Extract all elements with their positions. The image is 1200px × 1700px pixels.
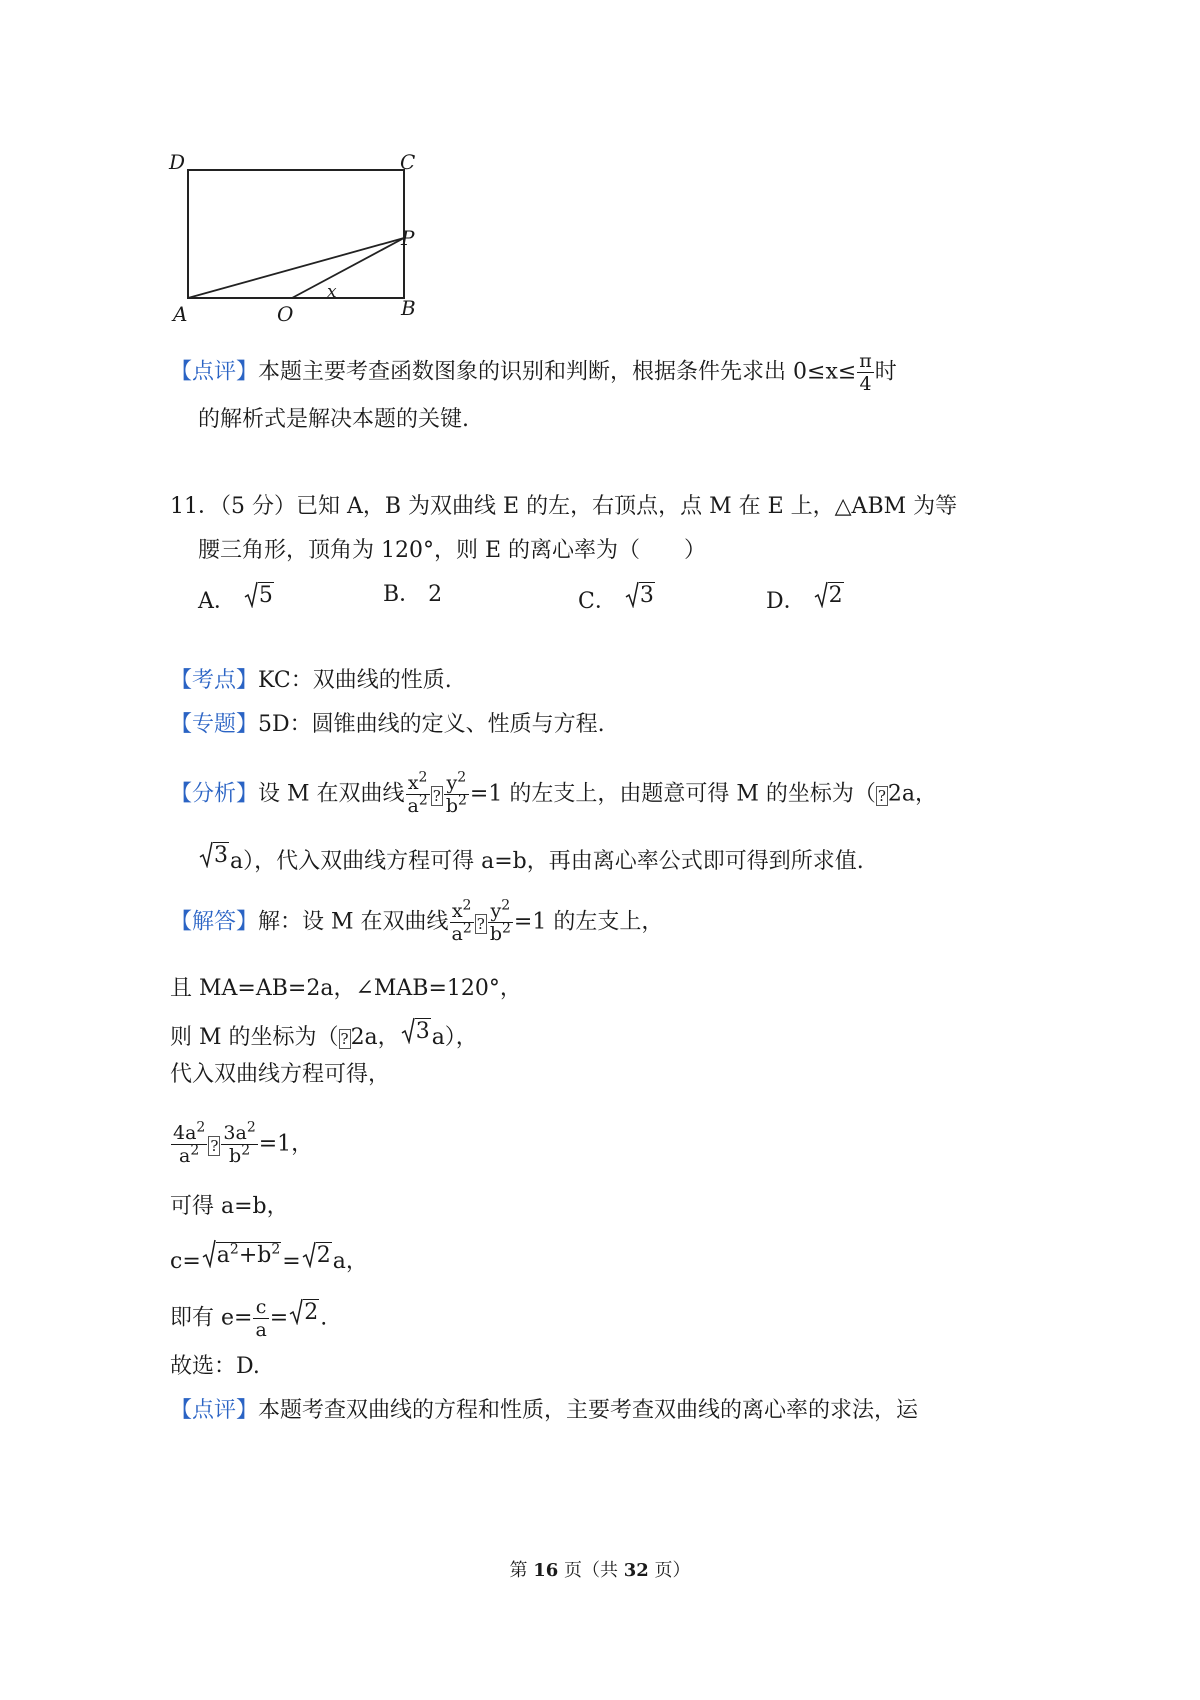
coord-text-c: a）， [431, 1025, 478, 1050]
frac-denominator: 4 [857, 372, 874, 395]
kaodian-text: KC：双曲线的性质. [258, 668, 452, 693]
fraction-4a2-a2 [171, 1119, 207, 1167]
review2-line [170, 1396, 918, 1426]
sqrt-symbol [289, 1297, 319, 1325]
fraction-x2-a2 [450, 897, 474, 945]
label-d: D [169, 150, 186, 174]
footer-prefix: 第 [509, 1560, 534, 1581]
option-c-label: C． [578, 589, 617, 614]
segment-ap [188, 238, 404, 298]
jieda-ma-line: 且 MA=AB=2a，∠MAB=120°， [170, 976, 522, 1001]
page-footer [0, 1556, 1200, 1582]
sqrt-symbol [244, 580, 274, 608]
jieda-e-line [170, 1296, 327, 1341]
fraction-y2-b2 [488, 897, 513, 945]
label-p: P [401, 226, 415, 250]
rectangle-abcd [188, 170, 404, 298]
coord-text-b: 2a， [350, 1025, 400, 1050]
label-x: x [327, 282, 337, 302]
jieda-text-a: 解：设 M 在双曲线 [258, 909, 449, 935]
frac-numerator: $y^2$ [446, 769, 467, 794]
fraction-y2-b2 [444, 769, 469, 817]
fenxi-line2-text: a），代入双曲线方程可得 a=b，再由离心率公式即可得到所求值. [230, 849, 864, 874]
page-number: 16 [533, 1560, 559, 1581]
review-tag: 【点评】 [170, 359, 259, 385]
sqrt-symbol [625, 580, 655, 608]
jieda-tag: 【解答】 [170, 909, 259, 935]
frac-numerator: $x^2$ [407, 769, 428, 794]
review2-tag: 【点评】 [170, 1398, 259, 1423]
zhuanti-tag: 【专题】 [170, 712, 259, 737]
option-b-value: 2 [428, 582, 443, 607]
frac-numerator: π [859, 350, 872, 372]
sqrt-symbol [401, 1016, 431, 1044]
frac-denominator: $b^2$ [445, 792, 467, 817]
option-a-value: 5 [258, 583, 273, 608]
sqrt-radicand: 3 [415, 1019, 430, 1044]
frac-numerator: $x^2$ [451, 897, 472, 922]
jieda-choice-line: 故选：D. [170, 1354, 260, 1379]
fenxi-text-a: 设 M 在双曲线 [258, 781, 405, 807]
fenxi-line1 [170, 769, 938, 817]
frac-numerator: $y^2$ [490, 897, 511, 922]
sqrt-radicand: 2 [316, 1243, 331, 1268]
missing-glyph: ? [877, 786, 886, 805]
jieda-line1 [170, 897, 664, 945]
fraction-pi-over-4 [857, 350, 874, 395]
fenxi-text-b: =1 的左支上，由题意可得 M 的坐标为（ [469, 781, 876, 807]
fenxi-text-c: 2a， [887, 781, 938, 807]
fraction-3a2-b2 [221, 1119, 257, 1167]
jieda-ab-line: 可得 a=b， [170, 1194, 289, 1219]
review1-line1 [170, 350, 897, 395]
option-c[interactable] [578, 580, 656, 617]
frac-denominator: $b^2$ [489, 920, 511, 945]
jieda-coord-line [170, 1016, 478, 1054]
sqrt-a2-plus-b2: $a^2+b^2$ [216, 1241, 281, 1268]
coord-text-a: 则 M 的坐标为（ [170, 1025, 339, 1050]
frac-denominator: $a^2$ [407, 792, 428, 817]
missing-glyph: ? [210, 1136, 219, 1155]
footer-suffix: 页） [648, 1560, 691, 1581]
sqrt-symbol [814, 580, 844, 608]
zhuanti-text: 5D：圆锥曲线的定义、性质与方程. [258, 712, 605, 737]
e-prefix: 即有 e= [170, 1305, 253, 1331]
segment-op [292, 238, 404, 298]
footer-middle: 页（共 [558, 1560, 624, 1581]
option-b[interactable] [383, 580, 442, 610]
sqrt-radicand: 3 [214, 843, 228, 868]
frac-numerator: c [255, 1296, 267, 1318]
jieda-text-b: =1 的左支上， [513, 909, 664, 935]
option-d[interactable] [766, 580, 845, 617]
option-d-label: D． [766, 589, 806, 614]
option-a[interactable] [198, 580, 275, 617]
total-pages: 32 [623, 1560, 649, 1581]
frac-denominator: $a^2$ [171, 1144, 207, 1167]
option-b-label: B． [383, 582, 422, 607]
c-prefix: c= [170, 1249, 201, 1274]
label-o: O [277, 302, 294, 326]
equation-end: =1， [258, 1131, 314, 1157]
frac-numerator: $4a^2$ [173, 1119, 206, 1144]
review1-text-b: 时 [874, 359, 897, 385]
frac-numerator: $3a^2$ [223, 1119, 256, 1144]
sqrt-symbol [199, 840, 229, 868]
missing-glyph: ? [340, 1030, 349, 1048]
question-line1: 11．（5 分）已知 A，B 为双曲线 E 的左，右顶点，点 M 在 E 上，△ABM 为等 [170, 494, 958, 519]
missing-glyph: ? [476, 914, 485, 933]
sqrt-symbol [302, 1240, 332, 1268]
kaodian-tag: 【考点】 [170, 668, 259, 693]
fenxi-line2 [198, 840, 864, 877]
geometry-figure [165, 148, 435, 330]
fraction-x2-a2 [406, 769, 430, 817]
kaodian-line [170, 666, 452, 696]
jieda-c-line [170, 1238, 368, 1277]
option-c-value: 3 [639, 583, 654, 608]
zhuanti-line [170, 710, 605, 740]
fraction-c-over-a [253, 1296, 268, 1341]
fenxi-tag: 【分析】 [170, 781, 259, 807]
review1-text-a: 本题主要考查函数图象的识别和判断，根据条件先求出 0≤x≤ [258, 359, 857, 385]
jieda-equation-line [170, 1119, 314, 1167]
option-d-value: 2 [828, 583, 843, 608]
label-c: C [400, 150, 416, 174]
question-line2: 腰三角形，顶角为 120°，则 E 的离心率为（ ） [198, 538, 707, 563]
c-equals: = [282, 1249, 301, 1274]
rectangle-diagram [165, 148, 435, 330]
review2-text: 本题考查双曲线的方程和性质，主要考查双曲线的离心率的求法，运 [258, 1398, 919, 1423]
label-b: B [401, 296, 416, 320]
review1-line2: 的解析式是解决本题的关键. [198, 407, 469, 432]
e-end: . [320, 1305, 328, 1331]
option-a-label: A． [198, 589, 236, 614]
frac-denominator: a [255, 1319, 267, 1341]
jieda-sub-line: 代入双曲线方程可得， [170, 1062, 391, 1087]
frac-denominator: $a^2$ [451, 920, 472, 945]
e-equals: = [269, 1305, 289, 1331]
sqrt-symbol [202, 1238, 282, 1268]
missing-glyph: ? [432, 786, 441, 805]
label-a: A [173, 302, 188, 326]
sqrt-radicand: 2 [304, 1299, 319, 1325]
frac-denominator: $b^2$ [221, 1144, 257, 1167]
c-end: a， [332, 1249, 368, 1274]
